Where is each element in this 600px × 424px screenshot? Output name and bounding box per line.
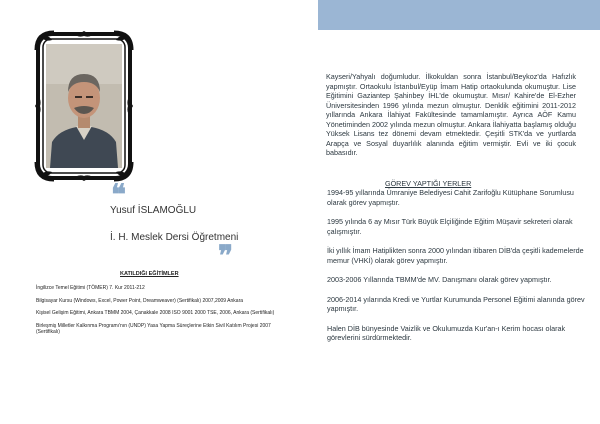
duty-item: İki yıllık İmam Hatiplikten sonra 2000 yılından itibaren DİB'da çeşitli kademelerde memur (VHKİ) olarak görev yapmıştır. (327, 246, 584, 265)
training-item: Birleşmiş Milletler Kalkınma Programı'nın (UNDP) Yasa Yapma Süreçlerine Etkin Sivil Katılım Projesi 2007 (Sertifikalı) (36, 322, 271, 335)
duty-item: 2003-2006 Yıllarında TBMM'de MV. Danışmanı olarak görev yapmıştır. (327, 275, 552, 284)
profile-photo (46, 44, 122, 168)
duty-item: 1995 yılında 6 ay Mısır Türk Büyük Elçiliğinde Eğitim Müşavir sekreteri olarak çalışmıştır. (327, 217, 573, 236)
training-list (36, 285, 276, 342)
quote-close-icon: ❞ (218, 239, 234, 272)
training-item: Kişisel Gelişim Eğitimi, Ankara TBMM 2004, Çanakkale 2008 ISO 9001 2000 TSE, 2006, Ankara (Sertifikalı) (36, 310, 275, 316)
training-heading: KATILDIĞI EĞİTİMLER (120, 271, 179, 277)
duties-heading: GÖREV YAPTIĞI YERLER (385, 179, 472, 188)
training-item: İngilizce Temel Eğitimi (TÖMER) 7. Kur 2011-212 (36, 285, 145, 291)
duty-item: 2006-2014 yılarında Kredi ve Yurtlar Kurumunda Personel Eğitimi alanında görev yapmıştır. (327, 294, 585, 313)
biography-text: Kayseri/Yahyalı doğumludur. İlkokuldan sonra İstanbul/Beykoz'da Hafızlık yapmıştır. Ortaokulu İstanbul/Eyüp İmam Hatip ortaokulunda okumuştur. Lise Eğitimini Gaziantep Şahinbey İHL'de okumuştur. Mısır/ Kahire'de El-Ezher Üniversitesinden 1996 yılında mezun olmuştur. Denklik eğitimini 2011-2012 yıllarında Ankara İlahiyat Fakültesinde tamamlamıştır. Ayrıca AÖF Kamu Yönetiminden 2002 yılında mezun olmuştur. Ankara İlahiyatta başlamış olduğu Yüksek Lisans tez dönemi devam etmektedir. Çeşitli STK'da ve yurtlarda Arapça ve Sosyal duyarlılık alanında eğitim vermiştir. Evli ve iki çocuk babasıdır. (326, 72, 576, 157)
quote-open-icon: ❝ (111, 178, 127, 211)
duty-item: 1994-95 yıllarında Ümraniye Belediyesi Cahit Zarifoğlu Kütüphane Sorumlusu olarak görev yapmıştır. (327, 188, 574, 207)
duty-item: Halen DİB bünyesinde Vaizlik ve Okulumuzda Kur'an-ı Kerim hocası olarak görevlerini sürdürmektedir. (327, 323, 566, 342)
duties-list (327, 188, 587, 353)
person-name: Yusuf İSLAMOĞLU (110, 205, 197, 216)
person-title: İ. H. Meslek Dersi Öğretmeni (110, 232, 239, 243)
header-accent-bar (318, 0, 600, 30)
training-item: Bilgisayar Kursu (Windows, Excel, Power Point, Dreamweaver) (Sertifikalı) 2007,2009 Ankara (36, 297, 244, 304)
